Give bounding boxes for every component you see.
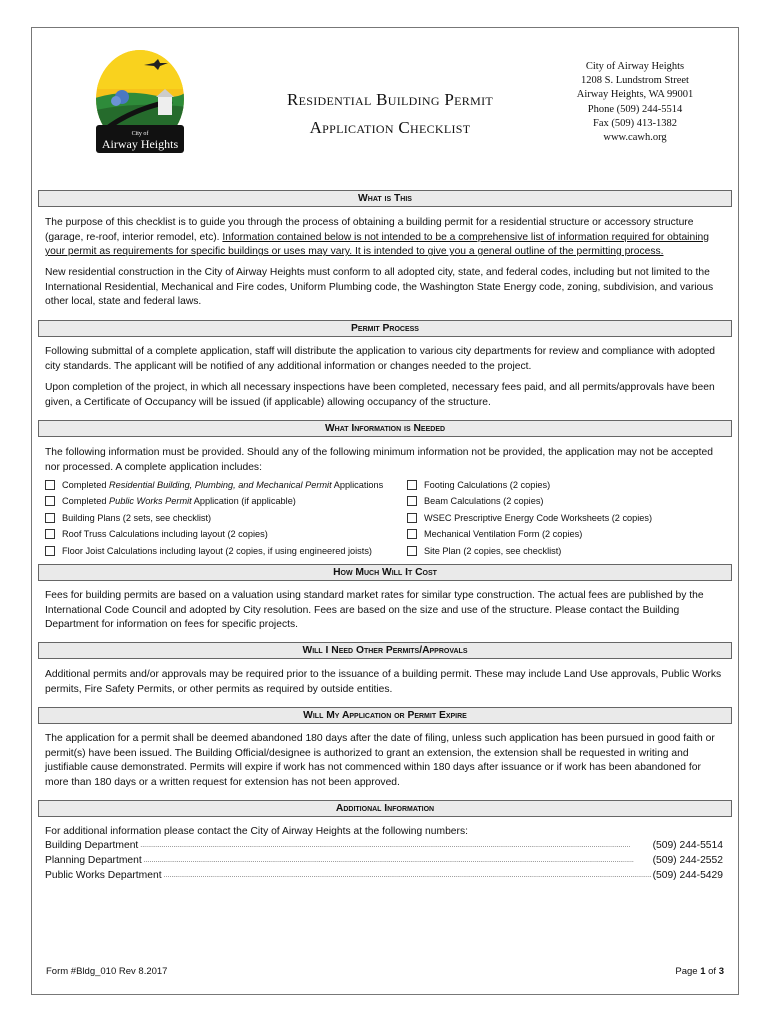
other-permits-paragraph: Additional permits and/or approvals may be required prior to the issuance of a building permit. These may include Land Use approvals, Public Works permits, Fire Safety Permits, or other permits as required by outside entities. — [45, 669, 722, 695]
checklist-item-beam[interactable]: Beam Calculations (2 copies) — [407, 495, 544, 507]
contact-row-public-works — [45, 869, 723, 884]
contact-line: 1208 S. Lundstrom Street — [581, 75, 689, 87]
document-title — [240, 86, 540, 142]
department-phone: (509) 244-5429 — [652, 870, 723, 881]
svg-text:Airway Heights: Airway Heights — [101, 137, 179, 151]
dot-leader — [164, 869, 651, 884]
department-name: Building Department — [45, 840, 139, 851]
expire-paragraph: The application for a permit shall be deemed abandoned 180 days after the date of filing, unless such application has been pursued in good faith or permit(s) have been issued. The Building Official/designee is authorized to grant an extension, the extension shall be requested in writing and justifiable cause demonstrated. Permits will expire if work has not commenced within 180 days after issuance or if work has been abandoned for more than 180 days or a written request for extension has not been approved. — [45, 733, 715, 788]
page-number: Page 1 of 3 — [675, 966, 724, 977]
section-heading-other-permits: Will I Need Other Permits/Approvals — [38, 642, 732, 659]
checkbox[interactable] — [45, 529, 55, 539]
cost-paragraph: Fees for building permits are based on a valuation using standard market rates for similar type construction. The actual fees are published by the International Code Council and adopted by City resolution. Fees are based on the size and use of the structure. Please contact the Building Department for information on fees for specific projects. — [45, 590, 704, 631]
checklist-item-site-plan[interactable]: Site Plan (2 copies, see checklist) — [407, 545, 561, 557]
contact-row-building — [45, 839, 723, 854]
disclaimer-underlined: Information contained below is not intended to be a comprehensive list of information required for obtaining your permit as requirements for specific buildings or uses may vary. It is intended to give you a general outline of the permitting process. — [45, 231, 709, 258]
section-heading-what-is-this: What is This — [38, 190, 732, 207]
title-line-1: Residential Building Permit — [286, 90, 494, 109]
department-name: Public Works Department — [45, 870, 162, 881]
city-logo — [92, 49, 188, 155]
dot-leader — [144, 854, 651, 869]
checkbox[interactable] — [45, 496, 55, 506]
permit-process-paragraph-2: Upon completion of the project, in which all necessary inspections have been completed, necessary fees paid, and all permits/approvals have been given, a Certificate of Occupancy will be issued (if applicable) allowing occupancy of the structure. — [45, 382, 715, 408]
contact-line: City of Airway Heights — [585, 61, 685, 72]
permit-process-paragraph-1: Following submittal of a complete application, staff will distribute the application to various city departments for review and compliance with adopted city standards. The applicant will be notified of any additional information or changes needed to the project. — [45, 346, 716, 372]
info-needed-paragraph: The following information must be provided. Should any of the following minimum information not be provided, the application may not be accepted nor processed. A complete application includes: — [45, 447, 713, 473]
section-heading-additional-info: Additional Information — [38, 800, 732, 817]
checkbox[interactable] — [407, 513, 417, 523]
what-is-this-paragraph-1: The purpose of this checklist is to guide you through the process of obtaining a building permit for a residential structure or accessory structure (garage, re-roof, interior remodel, etc). Information contained below is not intended to be a comprehensive list of information required for obtaining your permit as requirements for specific buildings or uses may vary. It is intended to give you a general outline of the permitting process. — [45, 217, 709, 258]
section-heading-cost: How Much Will It Cost — [38, 564, 732, 581]
checkbox[interactable] — [407, 480, 417, 490]
contact-row-planning — [45, 854, 723, 869]
department-phone: (509) 244-2552 — [652, 855, 723, 866]
checklist-item-floor-joist[interactable]: Floor Joist Calculations including layout (2 copies, if using engineered joists) — [45, 545, 372, 557]
section-heading-info-needed: What Information is Needed — [38, 420, 732, 437]
section-heading-permit-process: Permit Process — [38, 320, 732, 337]
additional-info-paragraph: For additional information please contact the City of Airway Heights at the following numbers: — [45, 826, 468, 837]
checklist-item-mechanical-ventilation[interactable]: Mechanical Ventilation Form (2 copies) — [407, 528, 582, 540]
checkbox[interactable] — [407, 496, 417, 506]
checklist-item-roof-truss[interactable]: Roof Truss Calculations including layout (2 copies) — [45, 528, 268, 540]
checkbox[interactable] — [407, 546, 417, 556]
checklist-item-permit-applications[interactable]: Completed Residential Building, Plumbing, and Mechanical Permit Applications — [45, 479, 383, 491]
contact-line: Phone (509) 244-5514 — [587, 103, 683, 115]
section-heading-expire: Will My Application or Permit Expire — [38, 707, 732, 724]
title-line-2: Application Checklist — [309, 118, 471, 137]
form-number: Form #Bldg_010 Rev 8.2017 — [46, 966, 168, 977]
checkbox[interactable] — [407, 529, 417, 539]
what-is-this-paragraph-2: New residential construction in the City of Airway Heights must conform to all adopted city, state, and federal codes, including but not limited to the International Residential, Mechanical and Fire codes, Uniform Plumbing code, the Washington State Energy code, zoning, subdivision, and various other local, state and federal laws. — [45, 267, 714, 308]
checkbox[interactable] — [45, 480, 55, 490]
checklist-item-wsec[interactable]: WSEC Prescriptive Energy Code Worksheets (2 copies) — [407, 512, 652, 524]
checklist-item-public-works[interactable]: Completed Public Works Permit Application (if applicable) — [45, 495, 296, 507]
contact-block — [550, 60, 720, 145]
checklist-item-building-plans[interactable]: Building Plans (2 sets, see checklist) — [45, 512, 211, 524]
contact-line: Fax (509) 413-1382 — [593, 117, 677, 129]
checklist-item-footing[interactable]: Footing Calculations (2 copies) — [407, 479, 550, 491]
checkbox[interactable] — [45, 546, 55, 556]
dot-leader — [140, 839, 650, 854]
department-phone: (509) 244-5514 — [652, 840, 723, 851]
contact-line: www.cawh.org — [603, 132, 667, 144]
checkbox[interactable] — [45, 513, 55, 523]
contact-line: Airway Heights, WA 99001 — [576, 89, 694, 101]
department-name: Planning Department — [45, 855, 142, 866]
logo-text: City of — [131, 131, 149, 137]
